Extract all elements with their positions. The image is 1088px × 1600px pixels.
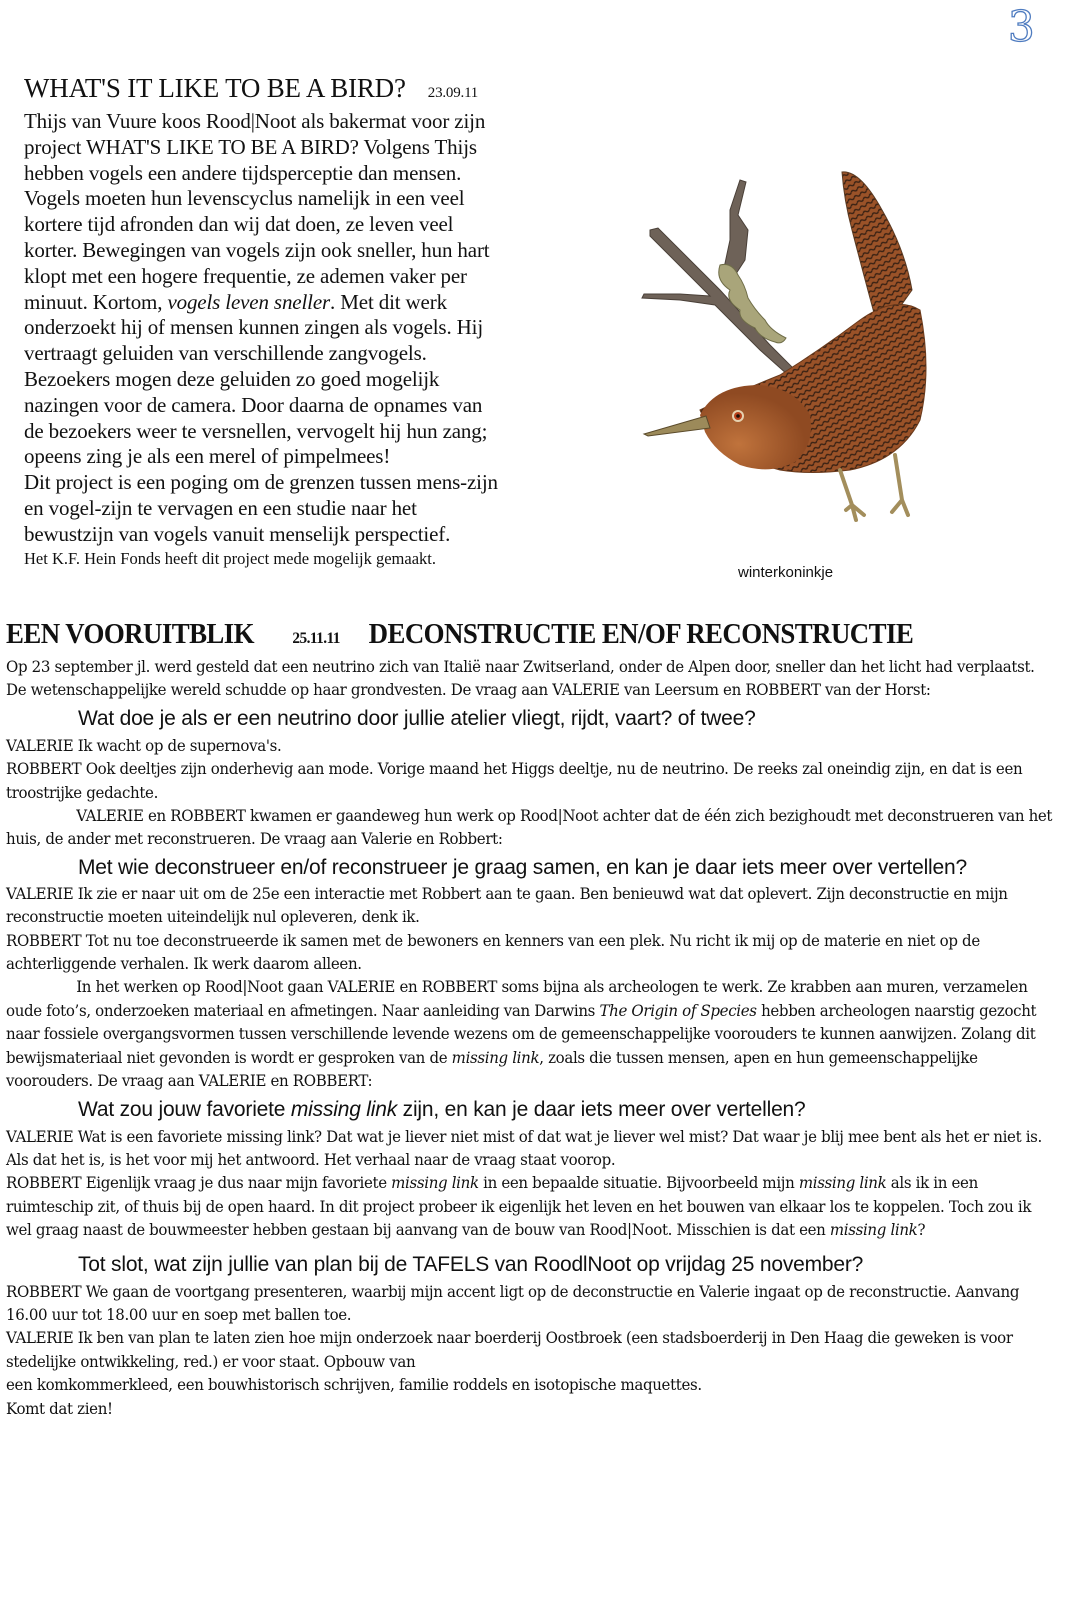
closing-line: Komt dat zien! <box>6 1399 113 1418</box>
answer-robbert: ROBBERT We gaan de voortgang presenteren, waarbij mijn accent ligt op de deconstructie en Valerie ingaat op de reconstructie. Aanvang 16.00 uur tot 18.00 uur en soep met ballen toe. <box>6 1282 1020 1324</box>
section-subtitle: DECONSTRUCTIE EN/OF RECONSTRUCTIE <box>368 619 914 650</box>
text-run: als ik in een ruimteschip zit, of thuis bij de open haard. In dit project probeer ik eigenlijk het leven en het bouwen van elkaar los te koppelen. Toch zou ik wel graag naast de bouwmeester hebben gestaan bij aanvang van de bouw van Rood|Noot. Misschien is dat een <box>6 1174 1032 1240</box>
bird-figure <box>620 170 940 590</box>
text-run: in een bepaalde situatie. Bijvoorbeeld mijn <box>478 1174 799 1193</box>
bird-article-title <box>24 72 584 109</box>
interview-article <box>6 618 1082 1421</box>
emphasis: missing link <box>829 1221 918 1240</box>
emphasis: missing link <box>451 1048 540 1067</box>
question: Tot slot, wat zijn jullie van plan bij de TAFELS van RoodlNoot op vrijdag 25 november? <box>78 1252 864 1276</box>
intro-paragraph: Op 23 september jl. werd gesteld dat een neutrino zich van Italië naar Zwitserland, onder de Alpen door, sneller dan het licht had verplaatst. De wetenschappelijke wereld schudde op haar grondvesten. De vraag aan VALERIE van Leersum en ROBBERT van der Horst: <box>6 658 1035 700</box>
body-line: onderzoekt hij of mensen kunnen zingen als vogels. Hij <box>24 315 484 340</box>
text-run: hebben archeologen naarstig gezocht naar fossiele overgangsvormen tussen verschillende levende wezens om de gemeenschappelijke voorouders te kunnen aanwijzen. Zolang dit bewijsmateriaal niet gevonden is wordt er gesproken van de <box>6 1001 1037 1067</box>
body-line <box>24 290 584 316</box>
question: Wat doe je als er een neutrino door jullie atelier vliegt, rijdt, vaart? of twee? <box>78 706 756 730</box>
emphasis: vogels leven sneller <box>167 289 331 314</box>
article-date: 23.09.11 <box>427 85 479 101</box>
book-title: The Origin of Species <box>599 1001 757 1020</box>
body-line: Dit project is een poging om de grenzen tussen mens-zijn <box>24 470 498 495</box>
body-line: Vogels moeten hun levenscyclus namelijk in een veel <box>24 186 465 211</box>
answer-valerie: VALERIE Ik zie er naar uit om de 25e een interactie met Robbert aan te gaan. Ben benieuwd wat dat oplevert. Zijn deconstructie en mijn reconstructie moeten uiteindelijk nul opleveren, denk ik. <box>6 884 1008 927</box>
paragraph <box>6 976 1055 1093</box>
answer-robbert <box>6 1172 1055 1242</box>
answer-valerie: VALERIE Ik wacht op de supernova's. <box>6 736 282 755</box>
text-run: , zoals die tussen mensen, apen en hun gemeenschappelijke voorouders. De vraag aan VALERIE en ROBBERT: <box>6 1048 978 1091</box>
body-line: de bezoekers weer te versnellen, vervogelt hij hun zang; <box>24 418 488 443</box>
bird-article <box>24 72 584 570</box>
question: Met wie deconstrueer en/of reconstrueer je graag samen, en kan je daar iets meer over vertellen? <box>78 855 967 879</box>
funding-credit: Het K.F. Hein Fonds heeft dit project mede mogelijk gemaakt. <box>24 548 437 568</box>
article-date: 25.11.11 <box>292 630 340 647</box>
body-line: hebben vogels een andere tijdsperceptie dan mensen. <box>24 160 462 185</box>
text-run: Wat zou jouw favoriete <box>78 1097 291 1121</box>
figure-caption: winterkoninkje <box>738 564 834 581</box>
body-line: nazingen voor de camera. Door daarna de opnames van <box>24 392 483 417</box>
emphasis: missing link <box>290 1097 398 1121</box>
text-run: ROBBERT Eigenlijk vraag je dus naar mijn favoriete <box>6 1174 392 1193</box>
answer-robbert: ROBBERT Tot nu toe deconstrueerde ik samen met de bewoners en kenners van een plek. Nu richt ik mij op de materie en niet op de achterliggende verhalen. Ik werk daarom alleen. <box>6 931 980 974</box>
body-line: kortere tijd afronden dan wij dat doen, ze leven veel <box>24 212 454 237</box>
text-run: In het werken op Rood|Noot gaan VALERIE en ROBBERT soms bijna als archeologen te werk. Ze krabben aan muren, verzamelen oude foto’s, onderzoeken materiaal en afmetingen. Naar aanleiding van Darwins <box>6 978 1028 1020</box>
answer-valerie-cont: een komkommerkleed, een bouwhistorisch schrijven, familie roddels en isotopische maquettes. <box>6 1376 702 1395</box>
body-line: project WHAT'S LIKE TO BE A BIRD? Volgens Thijs <box>24 134 477 159</box>
body-line: korter. Bewegingen van vogels zijn ook sneller, hun hart <box>24 237 490 262</box>
question <box>6 1094 1082 1126</box>
text-run: ? <box>917 1221 926 1240</box>
body-line: vertraagt geluiden van verschillende zangvogels. <box>24 341 427 366</box>
paragraph: VALERIE en ROBBERT kwamen er gaandeweg hun werk op Rood|Noot achter dat de één zich bezighoudt met deconstrueren van het huis, de ander met reconstrueren. De vraag aan Valerie en Robbert: <box>6 807 1053 849</box>
body-line: bewustzijn van vogels vanuit menselijk perspectief. <box>24 521 451 546</box>
body-line: opeens zing je als een merel of pimpelmees! <box>24 444 391 469</box>
answer-robbert: ROBBERT Ook deeltjes zijn onderhevig aan mode. Vorige maand het Higgs deeltje, nu de neutrino. De reeks zal oneindig zijn, en dat is een troostrijke gedachte. <box>6 760 1023 802</box>
body-line: en vogel-zijn te vervagen en een studie naar het <box>24 495 417 520</box>
emphasis: missing link <box>798 1174 887 1193</box>
wren-bird-illustration-icon <box>620 170 940 570</box>
section-title: EEN VOORUITBLIK <box>6 619 254 650</box>
text-run: zijn, en kan je daar iets meer over vertellen? <box>397 1097 806 1121</box>
answer-valerie: VALERIE Wat is een favoriete missing link? Dat wat je liever niet mist of dat wat je liever wel mist? Dat waar je blij mee bent als het er niet is. Als dat het is, is het voor mij het antwoord. Het verhaal naar de vraag staat voorop. <box>6 1127 1042 1169</box>
text-run: . Met dit werk <box>330 289 447 314</box>
interview-header <box>6 618 1039 656</box>
body-line: Thijs van Vuure koos Rood|Noot als bakermat voor zijn <box>24 109 486 133</box>
body-line: Bezoekers mogen deze geluiden zo goed mogelijk <box>24 366 440 391</box>
answer-valerie: VALERIE Ik ben van plan te laten zien hoe mijn onderzoek naar boerderij Oostbroek (een stadsboerderij in Den Haag die geweken is voor stedelijke ontwikkeling, red.) er voor staat. Opbouw van <box>6 1329 1013 1371</box>
page-number: 3 <box>1008 2 1035 51</box>
title-text: WHAT'S IT LIKE TO BE A BIRD? <box>24 73 406 103</box>
text-run: minuut. Kortom, <box>24 289 168 314</box>
emphasis: missing link <box>391 1174 479 1193</box>
body-line: klopt met een hogere frequentie, ze ademen vaker per <box>24 263 467 288</box>
